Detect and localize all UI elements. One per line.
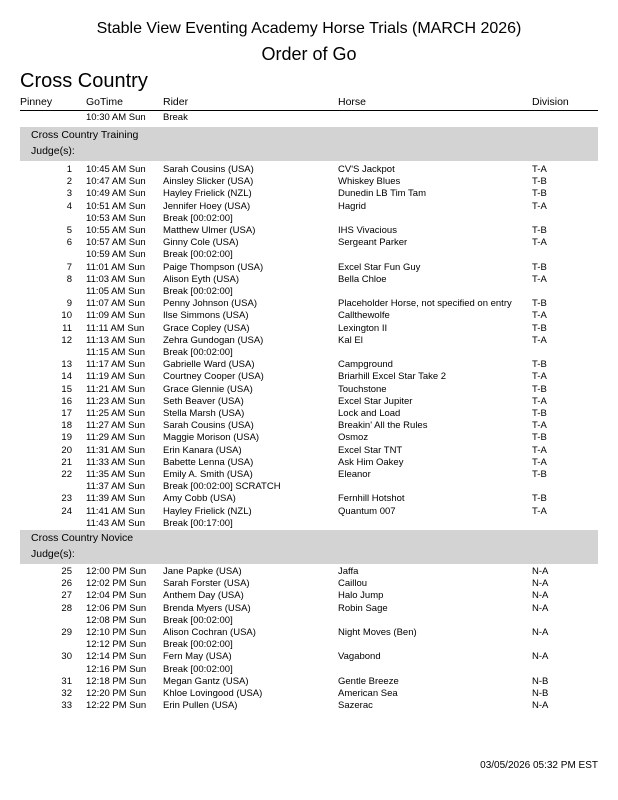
cell-horse: Quantum 007 <box>338 505 396 517</box>
cell-rider: Grace Glennie (USA) <box>163 383 253 395</box>
cell-pinney: 17 <box>61 408 72 419</box>
cell-time: 10:55 AM Sun <box>86 225 146 236</box>
cell-time: 11:05 AM Sun <box>86 286 145 297</box>
cell-rider: Gabrielle Ward (USA) <box>163 359 255 371</box>
cell-pinney: 15 <box>61 383 72 395</box>
cell-pinney: 10 <box>61 310 72 322</box>
table-row <box>0 566 618 578</box>
cell-division: T-B <box>532 493 547 505</box>
table-row <box>0 481 618 493</box>
cell-horse: Jaffa <box>338 566 359 577</box>
cell-time: 11:41 AM Sun <box>86 505 145 517</box>
table-row <box>0 627 618 639</box>
cell-horse: Touchstone <box>338 383 387 395</box>
cell-time: 10:30 AM Sun <box>86 112 146 123</box>
cell-division: T-B <box>532 469 547 480</box>
cell-rider: Sarah Cousins (USA) <box>163 420 254 432</box>
table-row <box>0 615 618 627</box>
cell-time: 12:10 PM Sun <box>86 627 147 638</box>
table-row <box>0 335 618 347</box>
cell-time: 12:12 PM Sun <box>86 639 147 651</box>
cell-rider: Babette Lenna (USA) <box>163 456 254 468</box>
table-row <box>0 359 618 371</box>
table-row <box>0 590 618 602</box>
cell-rider: Matthew Ulmer (USA) <box>163 225 256 236</box>
cell-horse: Caillou <box>338 578 368 590</box>
cell-rider: Ainsley Slicker (USA) <box>163 176 254 188</box>
cell-rider: Alison Cochran (USA) <box>163 627 256 638</box>
cell-rider: Break [00:02:00] <box>163 614 233 626</box>
cell-division: N-A <box>532 627 549 638</box>
cell-time: 10:59 AM Sun <box>86 249 146 261</box>
cell-time: 11:09 AM Sun <box>86 310 145 322</box>
cell-pinney: 28 <box>61 602 72 614</box>
cell-horse: Hagrid <box>338 200 366 212</box>
cell-division: T-B <box>532 225 547 236</box>
table-row <box>0 457 618 469</box>
cell-time: 10:53 AM Sun <box>86 212 146 224</box>
cell-horse: Fernhill Hotshot <box>338 493 405 505</box>
cell-rider: Amy Cobb (USA) <box>163 493 236 505</box>
cell-pinney: 14 <box>61 371 72 383</box>
table-row <box>0 176 618 188</box>
group-name: Cross Country Novice <box>31 532 134 544</box>
group-name: Cross Country Training <box>31 129 139 141</box>
cell-division: T-B <box>532 188 547 200</box>
cell-time: 11:17 AM Sun <box>86 359 145 371</box>
cell-time: 11:13 AM Sun <box>86 334 145 346</box>
cell-time: 11:39 AM Sun <box>86 493 145 505</box>
cell-rider: Break [00:02:00] SCRATCH <box>163 481 281 493</box>
cell-pinney: 20 <box>61 444 72 456</box>
cell-pinney: 8 <box>66 273 72 285</box>
cell-pinney: 25 <box>61 566 72 577</box>
cell-horse: Excel Star Jupiter <box>338 395 413 407</box>
table-row <box>0 445 618 457</box>
column-header-rider: Rider <box>163 96 189 108</box>
cell-time: 12:00 PM Sun <box>86 566 147 577</box>
cell-division: N-B <box>532 688 549 699</box>
cell-rider: Break [00:17:00] <box>163 517 233 529</box>
cell-rider: Hayley Frielick (NZL) <box>163 188 252 200</box>
cell-time: 11:11 AM Sun <box>86 322 145 334</box>
cell-division: N-A <box>532 651 549 663</box>
table-row <box>0 274 618 286</box>
cell-time: 11:19 AM Sun <box>86 371 145 383</box>
cell-division: T-B <box>532 261 547 273</box>
cell-division: T-B <box>532 432 547 444</box>
cell-division: N-A <box>532 602 549 614</box>
cell-division: T-B <box>532 176 547 188</box>
cell-rider: Ilse Simmons (USA) <box>163 310 249 322</box>
table-row <box>0 639 618 651</box>
cell-rider: Break [00:02:00] <box>163 286 233 297</box>
table-row <box>0 700 618 712</box>
print-timestamp: 03/05/2026 05:32 PM EST <box>480 760 598 771</box>
cell-time: 11:25 AM Sun <box>86 408 145 419</box>
cell-pinney: 19 <box>61 432 72 444</box>
cell-horse: Kal El <box>338 334 363 346</box>
table-row <box>0 432 618 444</box>
cell-pinney: 3 <box>66 188 72 200</box>
cell-rider: Hayley Frielick (NZL) <box>163 505 252 517</box>
cell-time: 11:35 AM Sun <box>86 469 145 480</box>
cell-pinney: 29 <box>61 627 72 638</box>
cell-rider: Erin Pullen (USA) <box>163 700 238 712</box>
cell-time: 11:31 AM Sun <box>86 444 145 456</box>
cell-pinney: 31 <box>61 675 72 687</box>
cell-rider: Megan Gantz (USA) <box>163 675 249 687</box>
cell-horse: Lexington II <box>338 322 388 334</box>
cell-pinney: 4 <box>66 200 72 212</box>
cell-horse: Campground <box>338 359 393 371</box>
cell-horse: Robin Sage <box>338 602 388 614</box>
cell-division: T-A <box>532 505 547 517</box>
cell-rider: Emily A. Smith (USA) <box>163 469 253 480</box>
table-row <box>0 225 618 237</box>
cell-time: 11:43 AM Sun <box>86 517 145 529</box>
cell-time: 12:02 PM Sun <box>86 578 147 590</box>
cell-pinney: 9 <box>66 298 72 310</box>
cell-rider: Jennifer Hoey (USA) <box>163 200 251 212</box>
cell-division: N-A <box>532 700 549 712</box>
cell-pinney: 22 <box>61 469 72 480</box>
table-row <box>0 384 618 396</box>
cell-division: N-A <box>532 566 549 577</box>
cell-pinney: 23 <box>61 493 72 505</box>
cell-horse: Excel Star Fun Guy <box>338 261 421 273</box>
cell-division: T-A <box>532 164 547 175</box>
table-row <box>0 676 618 688</box>
table-row <box>0 578 618 590</box>
cell-division: T-A <box>532 456 547 468</box>
table-row <box>0 506 618 518</box>
cell-division: T-B <box>532 322 547 334</box>
cell-rider: Courtney Cooper (USA) <box>163 371 264 383</box>
cell-division: T-B <box>532 408 547 419</box>
cell-division: N-A <box>532 578 549 590</box>
table-row <box>0 249 618 261</box>
cell-rider: Paige Thompson (USA) <box>163 261 264 273</box>
judge-label: Judge(s): <box>31 145 75 157</box>
division-group-header <box>20 530 598 564</box>
table-row <box>0 371 618 383</box>
cell-rider: Sarah Forster (USA) <box>163 578 250 590</box>
cell-pinney: 5 <box>66 225 72 236</box>
cell-pinney: 13 <box>61 359 72 371</box>
cell-time: 10:45 AM Sun <box>86 164 146 175</box>
section-title: Cross Country <box>20 70 148 92</box>
table-row <box>0 310 618 322</box>
cell-division: T-A <box>532 420 547 432</box>
column-header-gotime: GoTime <box>86 96 123 108</box>
cell-horse: Excel Star TNT <box>338 444 403 456</box>
table-row <box>0 237 618 249</box>
cell-time: 12:22 PM Sun <box>86 700 147 712</box>
cell-rider: Ginny Cole (USA) <box>163 237 239 249</box>
cell-rider: Penny Johnson (USA) <box>163 298 257 310</box>
cell-pinney: 32 <box>61 688 72 699</box>
table-row <box>0 262 618 274</box>
cell-time: 12:06 PM Sun <box>86 602 147 614</box>
cell-horse: Lock and Load <box>338 408 401 419</box>
cell-division: T-A <box>532 395 547 407</box>
cell-division: T-A <box>532 237 547 249</box>
cell-division: T-A <box>532 444 547 456</box>
table-row <box>0 469 618 481</box>
cell-time: 11:37 AM Sun <box>86 481 145 493</box>
cell-division: N-A <box>532 590 549 602</box>
cell-pinney: 11 <box>62 322 72 334</box>
cell-pinney: 21 <box>61 456 72 468</box>
table-row <box>0 493 618 505</box>
table-row <box>0 112 618 124</box>
judge-label: Judge(s): <box>31 548 75 560</box>
table-row <box>0 518 618 530</box>
cell-horse: Gentle Breeze <box>338 675 399 687</box>
cell-time: 10:49 AM Sun <box>86 188 146 200</box>
cell-time: 10:51 AM Sun <box>86 200 146 212</box>
cell-horse: Callthewolfe <box>338 310 390 322</box>
cell-rider: Khloe Lovingood (USA) <box>163 688 263 699</box>
table-row <box>0 347 618 359</box>
column-header-pinney: Pinney <box>20 96 53 108</box>
page-subtitle: Order of Go <box>261 44 357 64</box>
cell-rider: Maggie Morison (USA) <box>163 432 260 444</box>
cell-horse: Briarhill Excel Star Take 2 <box>338 371 447 383</box>
cell-time: 10:47 AM Sun <box>86 176 146 188</box>
column-header-division: Division <box>532 96 569 108</box>
event-title: Stable View Eventing Academy Horse Trials (MARCH 2026) <box>96 20 522 37</box>
cell-pinney: 16 <box>61 395 72 407</box>
table-row <box>0 688 618 700</box>
cell-pinney: 30 <box>61 651 72 663</box>
table-row <box>0 164 618 176</box>
cell-rider: Break <box>163 112 188 123</box>
cell-pinney: 7 <box>66 261 72 273</box>
cell-time: 11:23 AM Sun <box>86 395 145 407</box>
cell-division: N-B <box>532 675 549 687</box>
cell-time: 12:18 PM Sun <box>86 675 147 687</box>
cell-division: T-A <box>532 371 547 383</box>
cell-rider: Fern May (USA) <box>163 651 232 663</box>
cell-time: 11:01 AM Sun <box>86 261 145 273</box>
cell-time: 11:03 AM Sun <box>86 273 145 285</box>
cell-horse: Osmoz <box>338 432 369 444</box>
cell-division: T-A <box>532 273 547 285</box>
table-row <box>0 408 618 420</box>
cell-pinney: 18 <box>61 420 72 432</box>
cell-time: 11:15 AM Sun <box>86 347 145 358</box>
cell-horse: Eleanor <box>338 469 371 480</box>
table-row <box>0 286 618 298</box>
cell-horse: Vagabond <box>338 651 381 663</box>
cell-time: 12:16 PM Sun <box>86 663 147 675</box>
cell-horse: IHS Vivacious <box>338 225 397 236</box>
cell-horse: Halo Jump <box>338 590 384 602</box>
cell-horse: Placeholder Horse, not specified on entry <box>338 298 512 310</box>
table-row <box>0 651 618 663</box>
table-row <box>0 323 618 335</box>
cell-pinney: 27 <box>61 590 72 602</box>
cell-division: T-A <box>532 310 547 322</box>
cell-division: T-A <box>532 334 547 346</box>
cell-rider: Brenda Myers (USA) <box>163 602 251 614</box>
cell-time: 11:21 AM Sun <box>86 383 145 395</box>
cell-horse: Dunedin LB Tim Tam <box>338 188 427 200</box>
cell-time: 11:29 AM Sun <box>86 432 145 444</box>
cell-time: 11:33 AM Sun <box>86 456 145 468</box>
cell-time: 11:07 AM Sun <box>86 298 145 310</box>
cell-rider: Anthem Day (USA) <box>163 590 244 602</box>
cell-rider: Erin Kanara (USA) <box>163 444 242 456</box>
cell-horse: Bella Chloe <box>338 273 387 285</box>
cell-rider: Stella Marsh (USA) <box>163 408 245 419</box>
cell-rider: Break [00:02:00] <box>163 249 233 261</box>
cell-rider: Seth Beaver (USA) <box>163 395 244 407</box>
cell-division: T-B <box>532 298 547 310</box>
cell-rider: Jane Papke (USA) <box>163 566 242 577</box>
table-row <box>0 396 618 408</box>
cell-horse: American Sea <box>338 688 398 699</box>
cell-rider: Sarah Cousins (USA) <box>163 164 254 175</box>
cell-rider: Break [00:02:00] <box>163 347 233 358</box>
cell-pinney: 1 <box>66 164 72 175</box>
cell-horse: Breakin' All the Rules <box>338 420 428 432</box>
cell-horse: Sazerac <box>338 700 373 712</box>
cell-rider: Alison Eyth (USA) <box>163 273 240 285</box>
table-row <box>0 420 618 432</box>
cell-division: T-B <box>532 359 547 371</box>
cell-horse: Night Moves (Ben) <box>338 627 417 638</box>
cell-rider: Break [00:02:00] <box>163 663 233 675</box>
division-group-header <box>20 127 598 161</box>
cell-time: 10:57 AM Sun <box>86 237 146 249</box>
cell-horse: CV'S Jackpot <box>338 164 395 175</box>
cell-pinney: 6 <box>66 237 72 249</box>
cell-pinney: 24 <box>61 505 72 517</box>
table-row <box>0 298 618 310</box>
table-row <box>0 213 618 225</box>
cell-division: T-B <box>532 383 547 395</box>
header-divider <box>20 110 598 111</box>
table-row <box>0 664 618 676</box>
cell-time: 12:20 PM Sun <box>86 688 147 699</box>
cell-rider: Zehra Gundogan (USA) <box>163 334 264 346</box>
cell-rider: Grace Copley (USA) <box>163 322 250 334</box>
cell-rider: Break [00:02:00] <box>163 639 233 651</box>
cell-horse: Whiskey Blues <box>338 176 401 188</box>
cell-time: 12:04 PM Sun <box>86 590 147 602</box>
cell-pinney: 33 <box>61 700 72 712</box>
cell-rider: Break [00:02:00] <box>163 212 233 224</box>
cell-time: 11:27 AM Sun <box>86 420 145 432</box>
cell-pinney: 26 <box>61 578 72 590</box>
table-row <box>0 603 618 615</box>
column-header-horse: Horse <box>338 96 367 108</box>
cell-time: 12:08 PM Sun <box>86 614 147 626</box>
table-row <box>0 201 618 213</box>
cell-pinney: 12 <box>61 334 72 346</box>
cell-division: T-A <box>532 200 547 212</box>
cell-horse: Sergeant Parker <box>338 237 408 249</box>
cell-pinney: 2 <box>66 176 72 188</box>
cell-time: 12:14 PM Sun <box>86 651 147 663</box>
cell-horse: Ask Him Oakey <box>338 456 404 468</box>
table-row <box>0 188 618 200</box>
